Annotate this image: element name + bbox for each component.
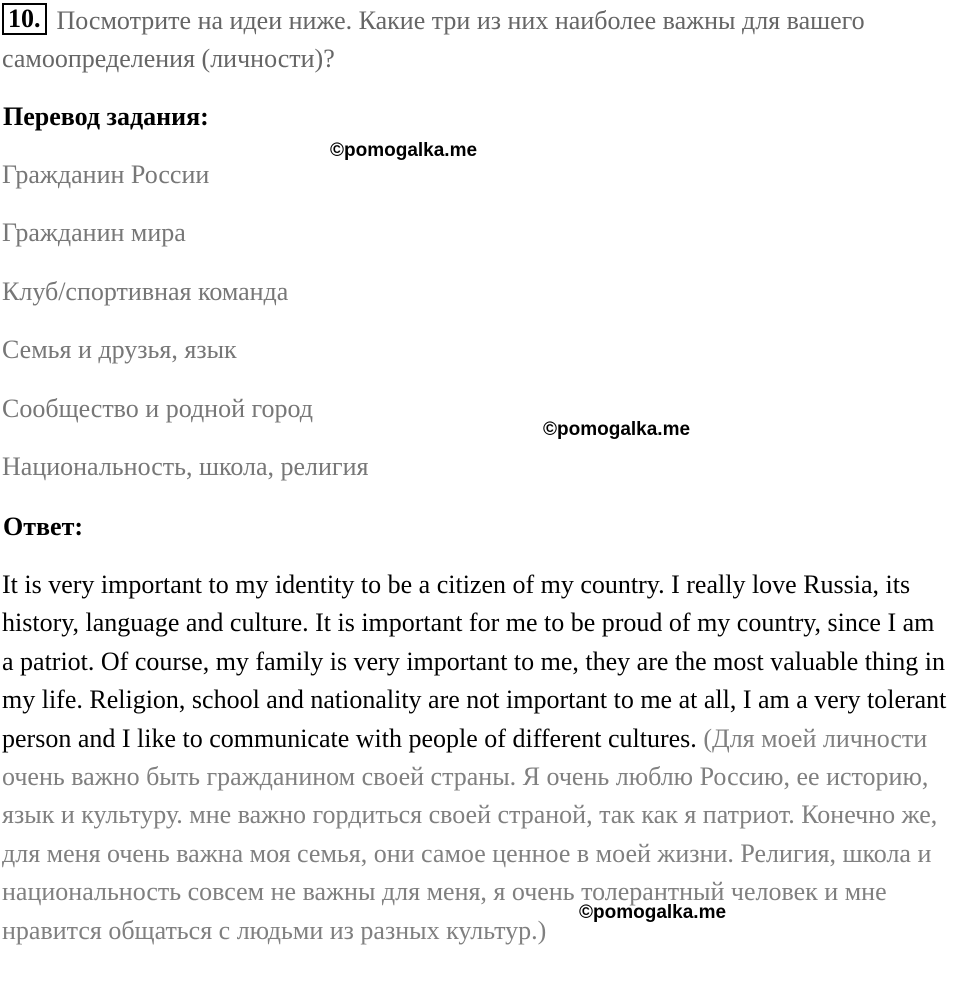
- task-prompt: Посмотрите на идеи ниже. Какие три из них наиболее важны для вашего самоопределения (личности)?: [2, 6, 865, 73]
- idea-item: Гражданин мира: [2, 218, 186, 247]
- idea-item: Гражданин России: [2, 160, 210, 189]
- answer-paragraph: [2, 566, 950, 950]
- answer-russian-translation: (Для моей личности очень важно быть гражданином своей страны. Я очень люблю Россию, ее историю, язык и культуру. мне важно гордиться своей страной, так как я патриот. Конечно же, для меня очень важна моя семья, они самое ценное в моей жизни. Религия, школа и национальность совсем не важны для меня, я очень толерантный человек и мне нравится общаться с людьми из разных культур.): [2, 723, 938, 945]
- watermark: ©pomogalka.me: [330, 140, 478, 161]
- answer-heading: Ответ:: [3, 512, 84, 541]
- watermark: ©pomogalka.me: [543, 419, 691, 440]
- watermark: ©pomogalka.me: [579, 902, 727, 923]
- idea-item: Национальность, школа, религия: [2, 452, 369, 481]
- answer-english-text: It is very important to my identity to be a citizen of my country. I really love Russia, its history, language and culture. It is important for me to be proud of my country, since I am a patriot. Of course, my family is very important to me, they are the most valuable thing in my life. Religion, school and nationality are not important to me at all, I am a very tolerant person and I like to communicate with people of different cultures.: [2, 570, 947, 753]
- task-statement: [2, 2, 952, 78]
- translation-heading: Перевод задания:: [3, 102, 209, 131]
- idea-item: Семья и друзья, язык: [2, 335, 237, 364]
- task-number-box: 10.: [2, 3, 47, 35]
- idea-item: Сообщество и родной город: [2, 394, 313, 423]
- idea-item: Клуб/спортивная команда: [2, 277, 289, 306]
